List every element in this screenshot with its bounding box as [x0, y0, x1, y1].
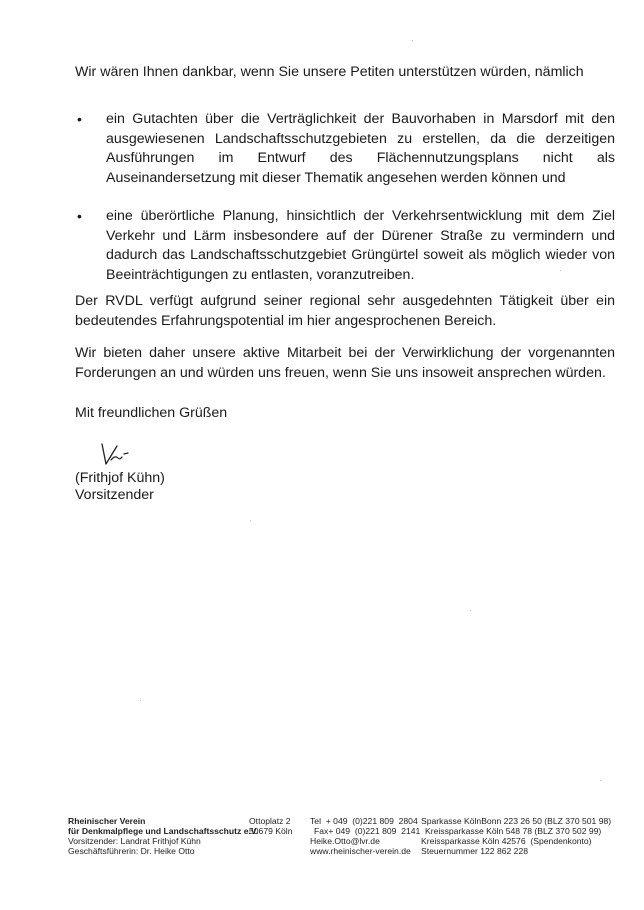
signer-block — [75, 470, 165, 504]
contact-web: www.rheinischer-verein.de — [310, 846, 411, 856]
footer-bank — [421, 816, 611, 856]
closing-salutation: Mit freundlichen Grüßen — [75, 405, 228, 421]
org-director: Geschäftsführerin: Dr. Heike Otto — [68, 846, 195, 856]
org-name: Rheinischer Verein — [68, 816, 146, 826]
signer-name: (Frithjof Kühn) — [75, 470, 165, 486]
bank-line-3: Kreissparkasse Köln 42576 (Spendenkonto) — [421, 836, 592, 846]
intro-paragraph: Wir wären Ihnen dankbar, wenn Sie unsere Petiten unterstützen würden, nämlich — [75, 64, 584, 80]
footer-address — [249, 816, 293, 836]
bullet-icon: • — [77, 208, 82, 224]
rvdl-paragraph: Der RVDL verfügt aufgrund seiner regional sehr ausgedehnten Tätigkeit über ein bedeutendes Erfahrungspotential im hier angesprochenen Bereich. — [75, 293, 615, 329]
address-street: Ottoplatz 2 — [249, 816, 291, 826]
scan-speck — [412, 40, 413, 41]
contact-email: Heike.Otto@lvr.de — [310, 836, 380, 846]
bank-line-4: Steuernummer 122 862 228 — [421, 846, 529, 856]
list-item — [75, 110, 615, 188]
bank-line-2: Kreissparkasse Köln 548 78 (BLZ 370 502 99) — [425, 826, 602, 836]
list-item — [75, 207, 615, 285]
footer-contact — [310, 816, 420, 856]
footer-organization — [68, 816, 258, 856]
contact-tel: Tel + 049 (0)221 809 2804 — [310, 816, 418, 826]
bullet-icon: • — [77, 111, 82, 127]
signature-icon — [99, 438, 139, 468]
scan-speck — [250, 520, 251, 521]
org-chairman: Vorsitzender: Landrat Frithjof Kühn — [68, 836, 201, 846]
contact-fax: Fax+ 049 (0)221 809 2141 — [314, 826, 421, 836]
scan-speck — [140, 700, 141, 701]
list-item-text: eine überörtliche Planung, hinsichtlich der Verkehrsentwicklung mit dem Ziel Verkehr und Lärm insbesondere auf der Dürener Straße zu vermindern und dadurch das Landschaftsschutzgebiet Grüngürtel soweit als möglich wieder von Beeinträchtigungen zu entlasten, voranzutreiben. — [106, 208, 615, 283]
org-fullname: für Denkmalpflege und Landschaftsschutz e.V. — [68, 826, 259, 836]
bank-line-1: Sparkasse KölnBonn 223 26 50 (BLZ 370 501 98) — [421, 816, 612, 826]
scan-speck — [470, 610, 471, 611]
signer-title: Vorsitzender — [75, 487, 154, 503]
request-list — [75, 110, 615, 304]
scan-speck — [600, 780, 601, 781]
scan-speck — [560, 270, 561, 271]
offer-paragraph: Wir bieten daher unsere aktive Mitarbeit bei der Verwirklichung der vorgenannten Forderungen an und würden uns freuen, wenn Sie uns insoweit ansprechen würden. — [75, 345, 615, 381]
list-item-text: ein Gutachten über die Verträglichkeit der Bauvorhaben in Marsdorf mit den ausgewiesenen Landschaftsschutzgebieten zu erstellen, da die derzeitigen Ausführungen im Entwurf des Flächennutzungsplans nicht als Auseinandersetzung mit dieser Thematik angesehen werden können und — [106, 111, 615, 186]
address-city: 50679 Köln — [249, 826, 293, 836]
